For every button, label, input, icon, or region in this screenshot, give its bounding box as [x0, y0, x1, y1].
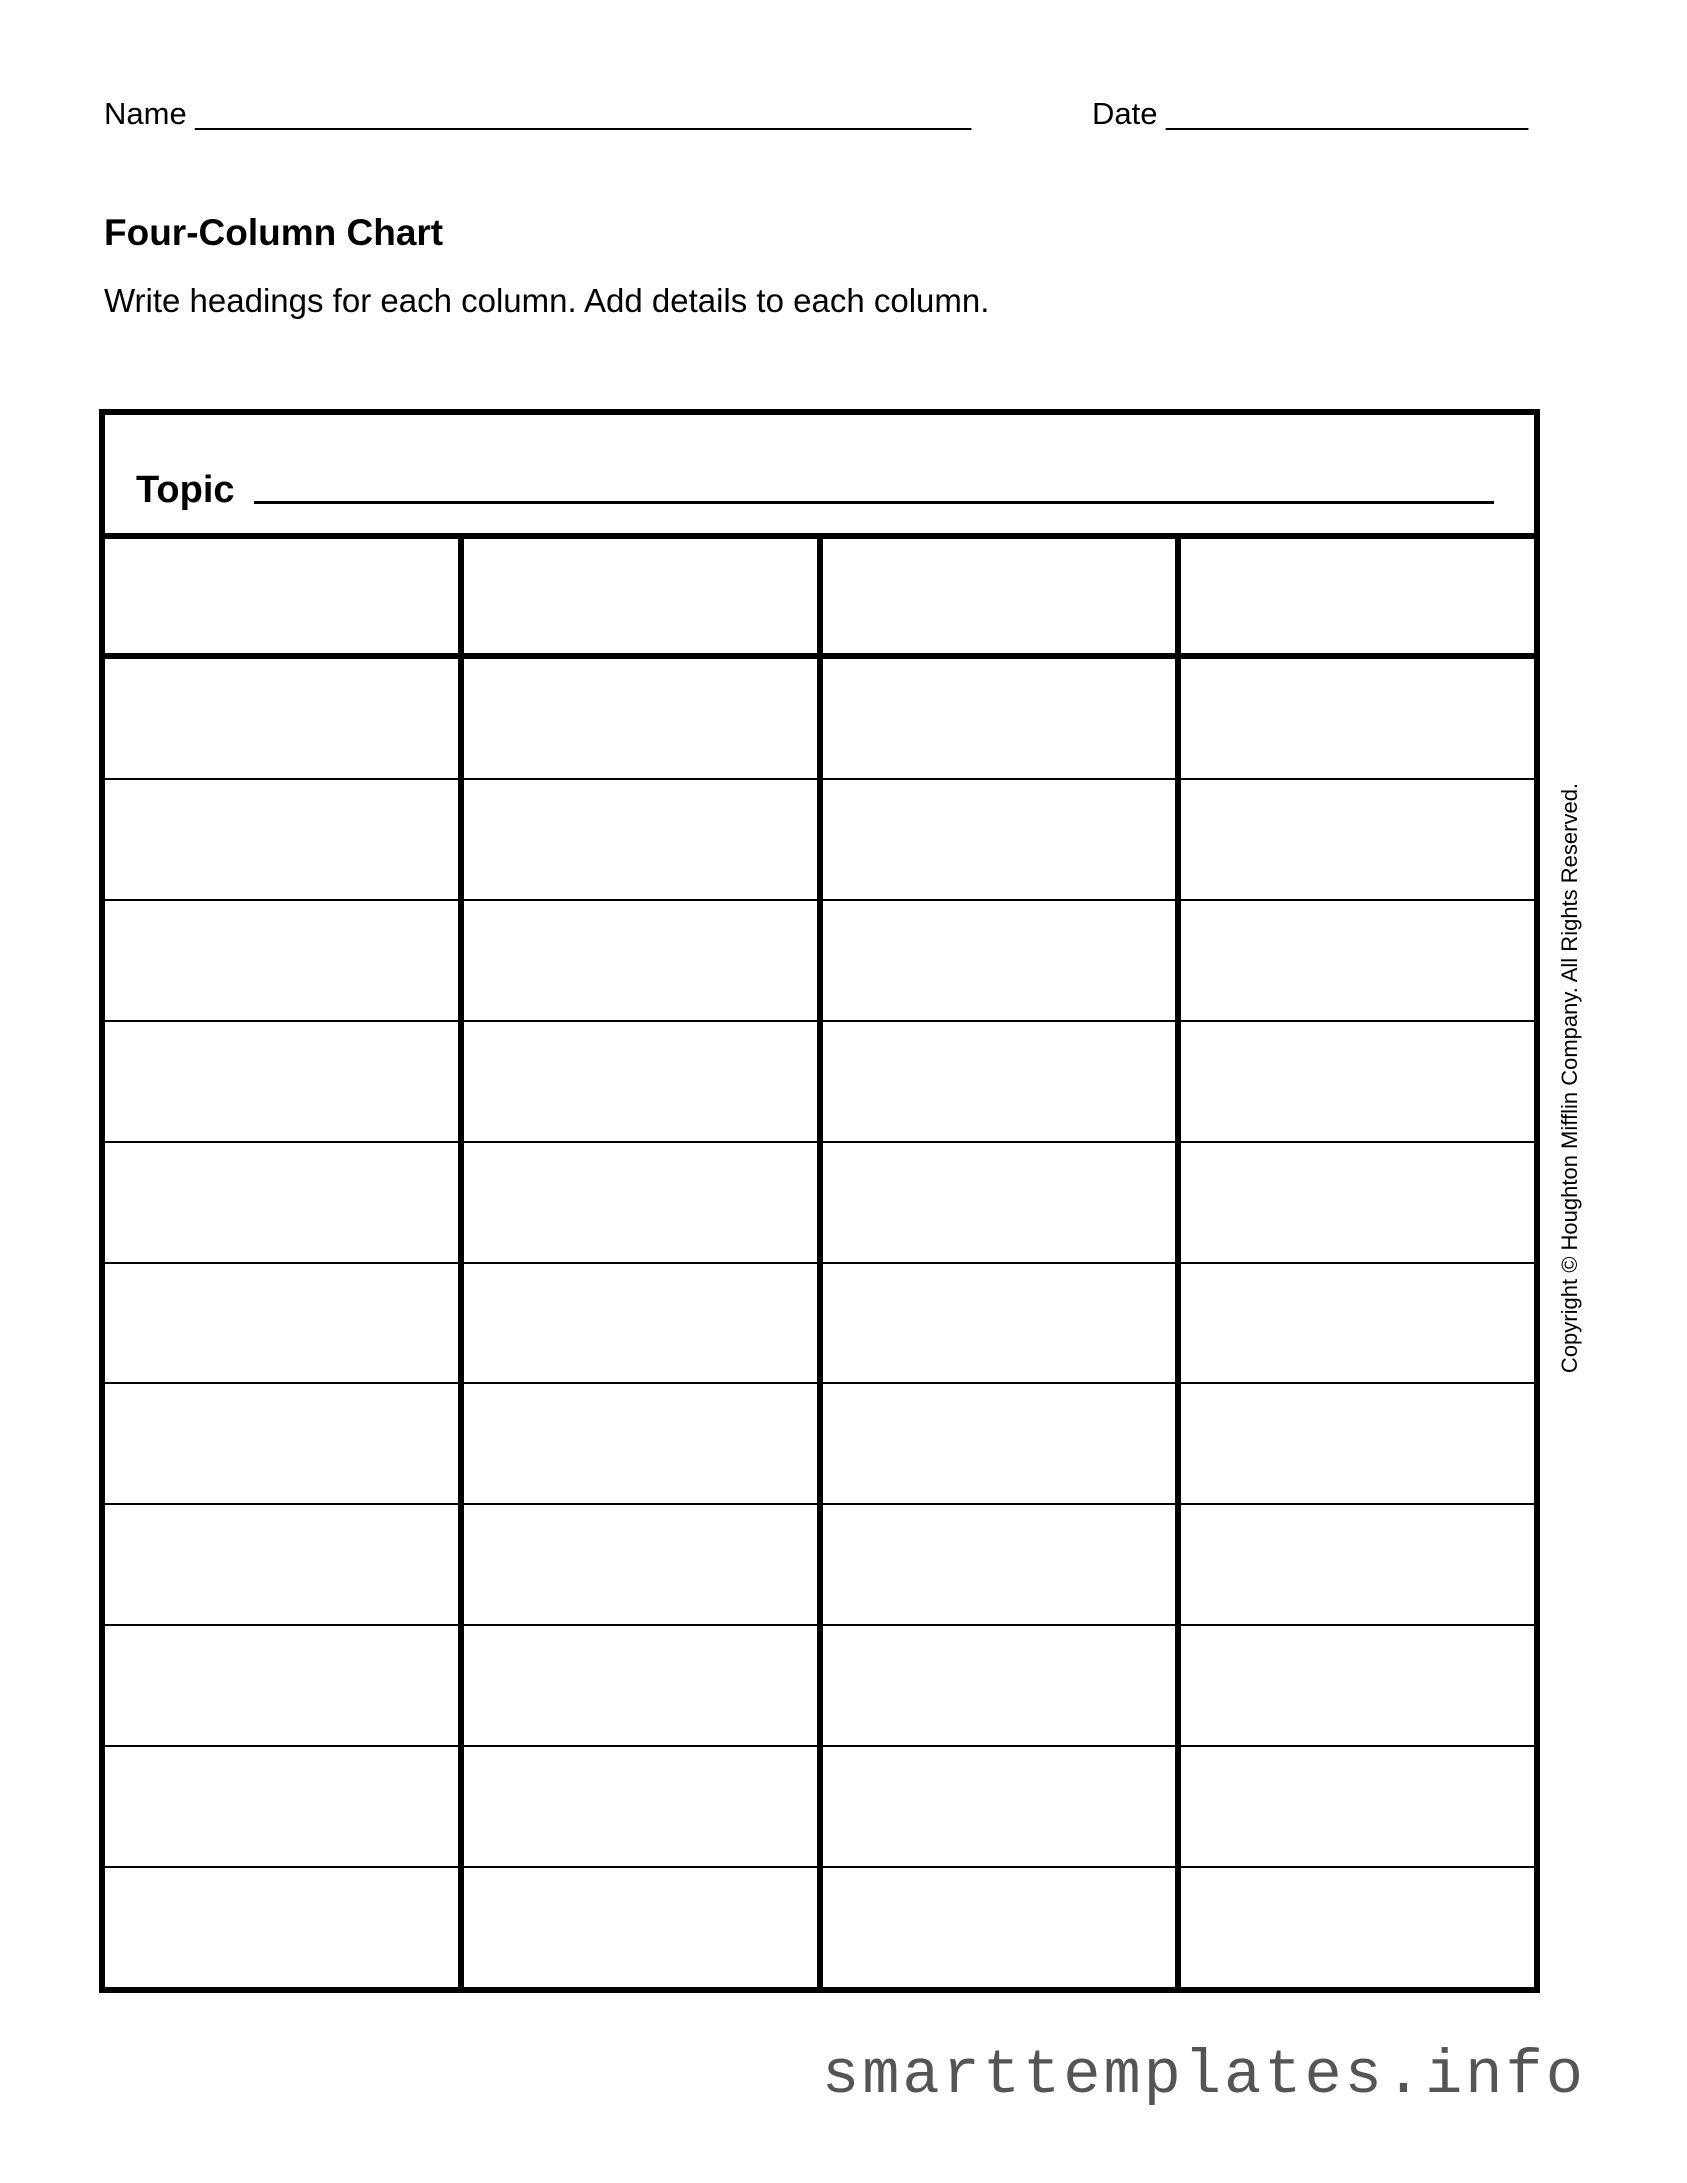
detail-cell[interactable]	[1181, 1022, 1534, 1141]
detail-cell[interactable]	[464, 1264, 823, 1383]
detail-cell[interactable]	[1181, 1143, 1534, 1262]
detail-cell[interactable]	[105, 659, 464, 778]
copyright-notice: Copyright © Houghton Mifflin Company. All Rights Reserved.	[1557, 782, 1582, 1374]
page-title: Four-Column Chart	[104, 212, 444, 253]
table-row	[105, 1143, 1534, 1264]
detail-cell[interactable]	[1181, 1626, 1534, 1745]
detail-cell[interactable]	[105, 1626, 464, 1745]
detail-cell[interactable]	[464, 1868, 823, 1987]
table-row	[105, 901, 1534, 1022]
detail-cell[interactable]	[464, 1384, 823, 1503]
detail-cell[interactable]	[1181, 901, 1534, 1020]
table-row	[105, 1747, 1534, 1868]
column-heading-cell[interactable]	[105, 539, 464, 653]
detail-cell[interactable]	[823, 1626, 1182, 1745]
detail-cell[interactable]	[464, 1747, 823, 1866]
table-row	[105, 1022, 1534, 1143]
detail-cell[interactable]	[105, 1264, 464, 1383]
detail-cell[interactable]	[464, 1505, 823, 1624]
detail-cell[interactable]	[464, 1626, 823, 1745]
detail-rows	[105, 659, 1534, 1987]
table-row	[105, 659, 1534, 780]
detail-cell[interactable]	[105, 1022, 464, 1141]
detail-cell[interactable]	[464, 901, 823, 1020]
detail-cell[interactable]	[1181, 1384, 1534, 1503]
detail-cell[interactable]	[105, 780, 464, 899]
detail-cell[interactable]	[823, 1505, 1182, 1624]
detail-cell[interactable]	[1181, 1747, 1534, 1866]
detail-cell[interactable]	[464, 1022, 823, 1141]
table-row	[105, 1868, 1534, 1987]
name-field[interactable]: Name _____________________________________________	[104, 96, 972, 131]
watermark: smarttemplates.info	[822, 2040, 1586, 2111]
column-heading-cell[interactable]	[1181, 539, 1534, 653]
table-row	[105, 1264, 1534, 1385]
detail-cell[interactable]	[823, 1143, 1182, 1262]
date-field[interactable]: Date _____________________	[1092, 96, 1529, 131]
detail-cell[interactable]	[105, 1747, 464, 1866]
detail-cell[interactable]	[1181, 1505, 1534, 1624]
detail-cell[interactable]	[823, 659, 1182, 778]
detail-cell[interactable]	[105, 1384, 464, 1503]
instructions: Write headings for each column. Add details to each column.	[104, 282, 990, 319]
table-row	[105, 1505, 1534, 1626]
detail-cell[interactable]	[1181, 1868, 1534, 1987]
detail-cell[interactable]	[823, 1384, 1182, 1503]
detail-cell[interactable]	[464, 659, 823, 778]
table-row	[105, 1626, 1534, 1747]
table-row	[105, 1384, 1534, 1505]
detail-cell[interactable]	[823, 1264, 1182, 1383]
table-row	[105, 780, 1534, 901]
detail-cell[interactable]	[1181, 659, 1534, 778]
topic-input-line[interactable]	[254, 501, 1494, 504]
detail-cell[interactable]	[1181, 1264, 1534, 1383]
topic-row	[105, 415, 1534, 539]
detail-cell[interactable]	[823, 1747, 1182, 1866]
detail-cell[interactable]	[105, 1505, 464, 1624]
detail-cell[interactable]	[464, 780, 823, 899]
detail-cell[interactable]	[105, 1868, 464, 1987]
detail-cell[interactable]	[823, 1022, 1182, 1141]
column-heading-cell[interactable]	[823, 539, 1182, 653]
four-column-chart	[99, 409, 1540, 1993]
detail-cell[interactable]	[823, 1868, 1182, 1987]
detail-cell[interactable]	[1181, 780, 1534, 899]
detail-cell[interactable]	[105, 1143, 464, 1262]
detail-cell[interactable]	[823, 780, 1182, 899]
detail-cell[interactable]	[464, 1143, 823, 1262]
topic-label: Topic	[136, 469, 235, 511]
column-heading-cell[interactable]	[464, 539, 823, 653]
column-heading-row	[105, 539, 1534, 659]
detail-cell[interactable]	[823, 901, 1182, 1020]
detail-cell[interactable]	[105, 901, 464, 1020]
